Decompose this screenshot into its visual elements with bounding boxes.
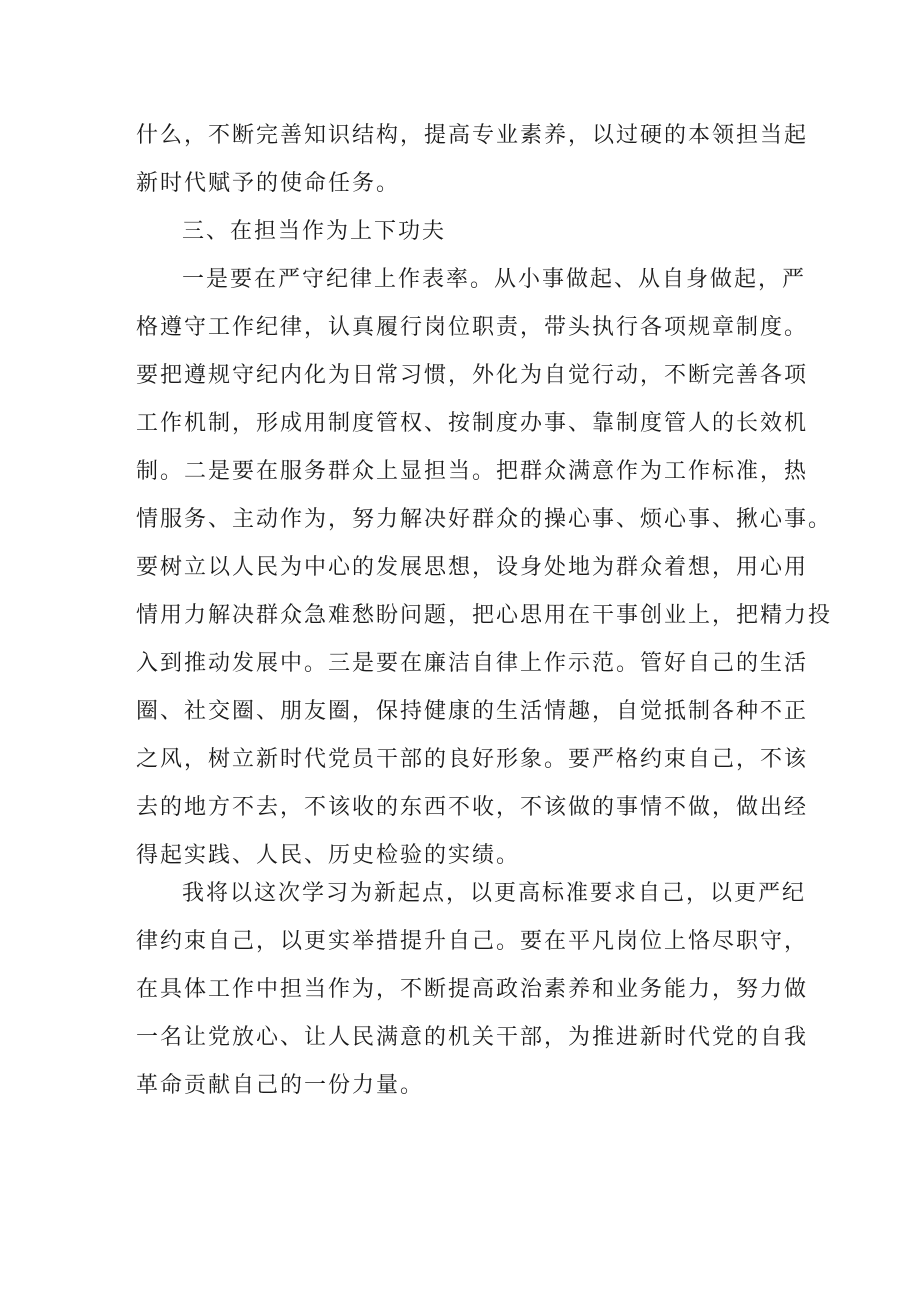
text-line: 格遵守工作纪律，认真履行岗位职责，带头执行各项规章制度。 [136, 315, 809, 340]
text-line: 圈、社交圈、朋友圈，保持健康的生活情趣，自觉抵制各种不正 [136, 699, 809, 724]
text-line: 什么，不断完善知识结构，提高专业素养，以过硬的本领担当起 [136, 123, 809, 148]
text-line: 入到推动发展中。三是要在廉洁自律上作示范。管好自己的生活 [136, 651, 809, 676]
text-line: 一名让党放心、让人民满意的机关干部，为推进新时代党的自我 [136, 1025, 809, 1050]
text-line: 律约束自己，以更实举措提升自己。要在平凡岗位上恪尽职守， [136, 929, 809, 954]
text-line: 要把遵规守纪内化为日常习惯，外化为自觉行动，不断完善各项 [136, 363, 809, 388]
text-line: 情用力解决群众急难愁盼问题，把心思用在干事创业上，把精力投 [136, 603, 833, 628]
text-line: 新时代赋予的使命任务。 [136, 171, 401, 196]
body-text-block-1 [136, 112, 833, 880]
body-text-block-2 [136, 870, 809, 1110]
text-line: 之风，树立新时代党员干部的良好形象。要严格约束自己，不该 [136, 747, 809, 772]
text-line: 在具体工作中担当作为，不断提高政治素养和业务能力，努力做 [136, 977, 809, 1002]
section-heading: 三、在担当作为上下功夫 [182, 219, 447, 244]
text-line: 我将以这次学习为新起点，以更高标准要求自己，以更严纪 [182, 881, 807, 906]
text-line: 得起实践、人民、历史检验的实绩。 [136, 843, 521, 868]
text-line: 工作机制，形成用制度管权、按制度办事、靠制度管人的长效机 [136, 411, 809, 436]
text-line: 制。二是要在服务群众上显担当。把群众满意作为工作标准，热 [136, 459, 809, 484]
text-line: 要树立以人民为中心的发展思想，设身处地为群众着想，用心用 [136, 555, 809, 580]
text-line: 情服务、主动作为，努力解决好群众的操心事、烦心事、揪心事。 [136, 507, 833, 532]
text-line: 去的地方不去，不该收的东西不收，不该做的事情不做，做出经 [136, 795, 809, 820]
text-line: 一是要在严守纪律上作表率。从小事做起、从自身做起，严 [182, 267, 807, 292]
text-line: 革命贡献自己的一份力量。 [136, 1073, 425, 1098]
